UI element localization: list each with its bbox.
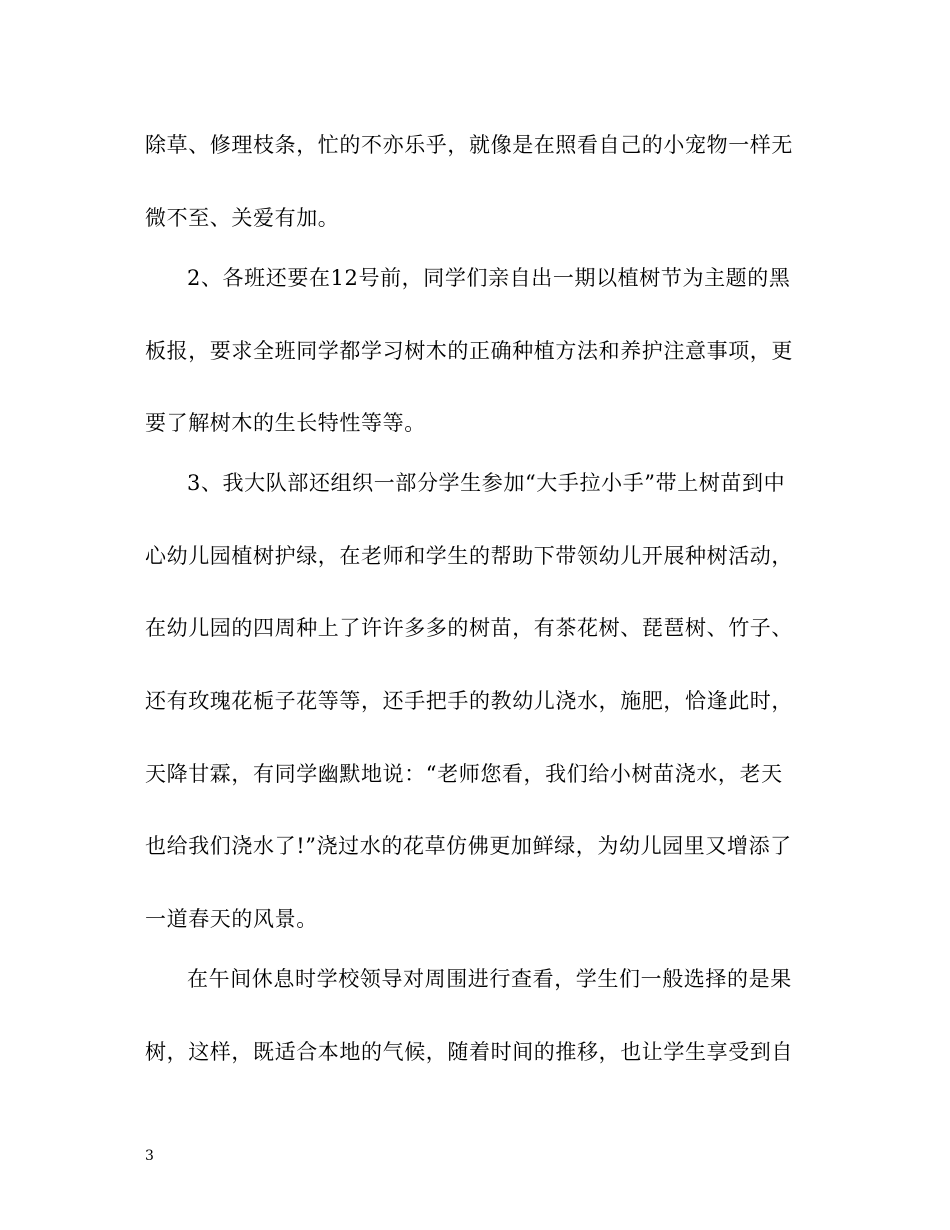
paragraph-1-line-2: 微不至、关爱有加。 <box>145 206 340 230</box>
paragraph-1-line-1: 除草、修理枝条，忙的不亦乐乎，就像是在照看自己的小宠物一样无 <box>145 133 793 157</box>
paragraph-2-line-1: 2、各班还要在12号前，同学们亲自出一期以植树节为主题的黑 <box>187 266 791 290</box>
page-number: 3 <box>145 1148 154 1164</box>
paragraph-3-line-7: 一道春天的风景。 <box>145 907 318 931</box>
paragraph-3-line-1: 3、我大队部还组织一部分学生参加“大手拉小手”带上树苗到中 <box>187 471 786 495</box>
paragraph-4-line-1: 在午间休息时学校领导对周围进行查看，学生们一般选择的是果 <box>187 967 792 991</box>
paragraph-2-line-2: 板报，要求全班同学都学习树木的正确种植方法和养护注意事项，更 <box>145 339 793 363</box>
paragraph-2-line-3: 要了解树木的生长特性等等。 <box>145 411 426 435</box>
paragraph-3-line-5: 天降甘霖，有同学幽默地说：“老师您看，我们给小树苗浇水，老天 <box>145 762 783 786</box>
paragraph-3-line-4: 还有玫瑰花栀子花等等，还手把手的教幼儿浇水，施肥，恰逢此时， <box>145 689 793 713</box>
paragraph-3-line-2: 心幼儿园植树护绿，在老师和学生的帮助下带领幼儿开展种树活动， <box>145 544 793 568</box>
paragraph-3-line-3: 在幼儿园的四周种上了许许多多的树苗，有茶花树、琵琶树、竹子、 <box>145 616 793 640</box>
paragraph-4-line-2: 树，这样，既适合本地的气候，随着时间的推移，也让学生享受到自 <box>145 1040 793 1064</box>
paragraph-3-line-6: 也给我们浇水了!”浇过水的花草仿佛更加鲜绿，为幼儿园里又增添了 <box>145 834 792 858</box>
